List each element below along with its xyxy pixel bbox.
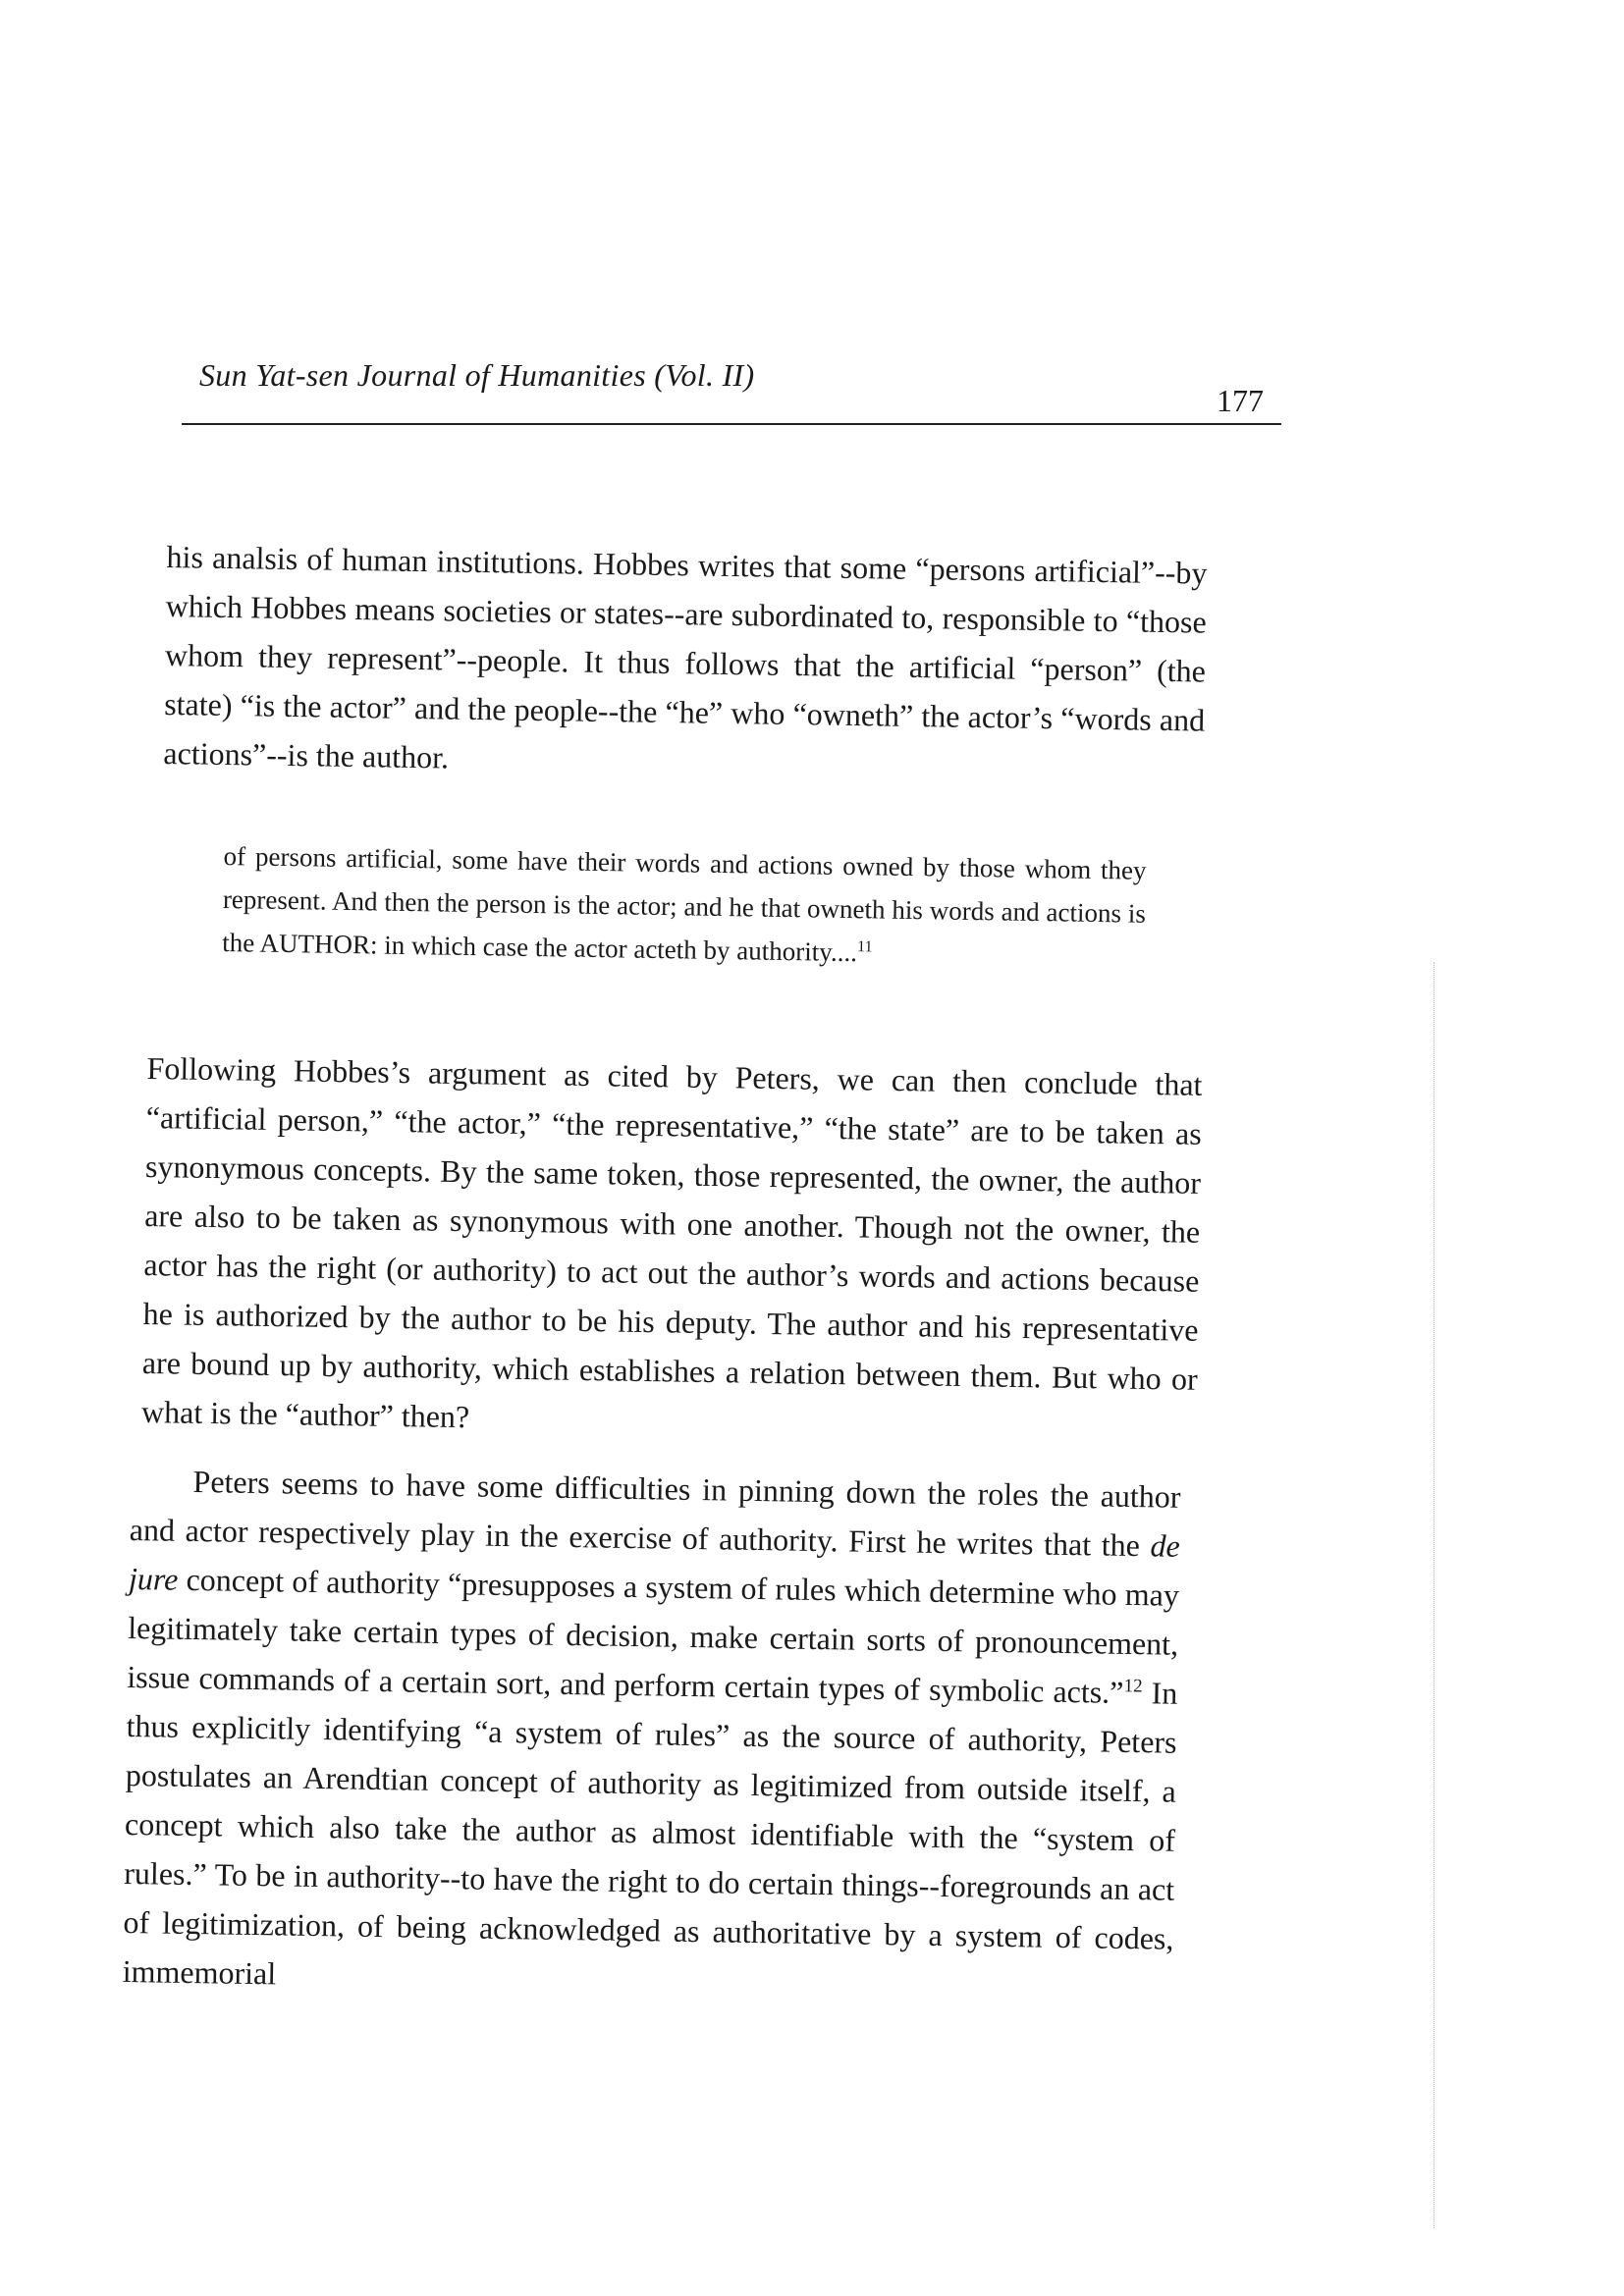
paragraph-3-text-a: Peters seems to have some difficulties in pinning down the roles the author and actor respectively play in the exercise of authority. First he writes that the (129, 1464, 1181, 1564)
paragraph-1: his analsis of human institutions. Hobbes writes that some “persons artificial”--by which Hobbes means societies or states--are subordinated to, responsible to “those whom they represent”--people. It thus follows that the artificial “person” (the state) “is the actor” and the people--the “he” who “owneth” the actor’s “words and actions”--is the author. (163, 538, 1208, 775)
block-quote (222, 834, 1147, 979)
paragraph-3-text-c: In thus explicitly identifying “a system of rules” as the source of authority, Peters postulates an Arendtian concept of authority as legitimized from outside itself, a concept which also take the author as almost identifiable with the “system of rules.” To be in authority--to have the right to do certain things--foregrounds an act of legitimization, of being acknowledged as authoritative by a system of codes, immemorial (122, 1675, 1178, 1992)
paragraph-3 (122, 1456, 1181, 2012)
paragraph-2: Following Hobbes’s argument as cited by Peters, we can then conclude that “artificial person,” “the actor,” “the representative,” “the state” are to be taken as synonymous concepts. By the same token, those represented, the owner, the author are also to be taken as synonymous with one another. Though not the owner, the actor has the right (or authority) to act out the author’s words and actions because he is authorized by the author to be his deputy. The author and his representative are bound up by authority, which establishes a relation between them. But who or what is the “author” then? (140, 1049, 1203, 1435)
journal-title: Sun Yat-sen Journal of Humanities (Vol. II) (199, 357, 755, 393)
paragraph-3-text-b: concept of authority “presupposes a system of rules which determine who may legitimately take certain types of decision, make certain sorts of pronouncement, issue commands of a certain sort, and perform certain types of symbolic acts.” (127, 1561, 1180, 1710)
footnote-ref-12: 12 (1123, 1676, 1143, 1697)
running-head (182, 351, 1281, 430)
scan-edge-line (1434, 962, 1435, 2228)
header-rule (182, 423, 1281, 425)
page-number: 177 (1217, 383, 1264, 418)
footnote-ref-11: 11 (856, 937, 873, 956)
block-quote-text: of persons artificial, some have their words and actions owned by those whom they represent. And then the person is the actor; and he that owneth his words and actions is the AUTHOR: in which case the actor acteth by authority.... (222, 840, 1147, 968)
paragraph-3-italic-term: de jure (128, 1527, 1180, 1597)
